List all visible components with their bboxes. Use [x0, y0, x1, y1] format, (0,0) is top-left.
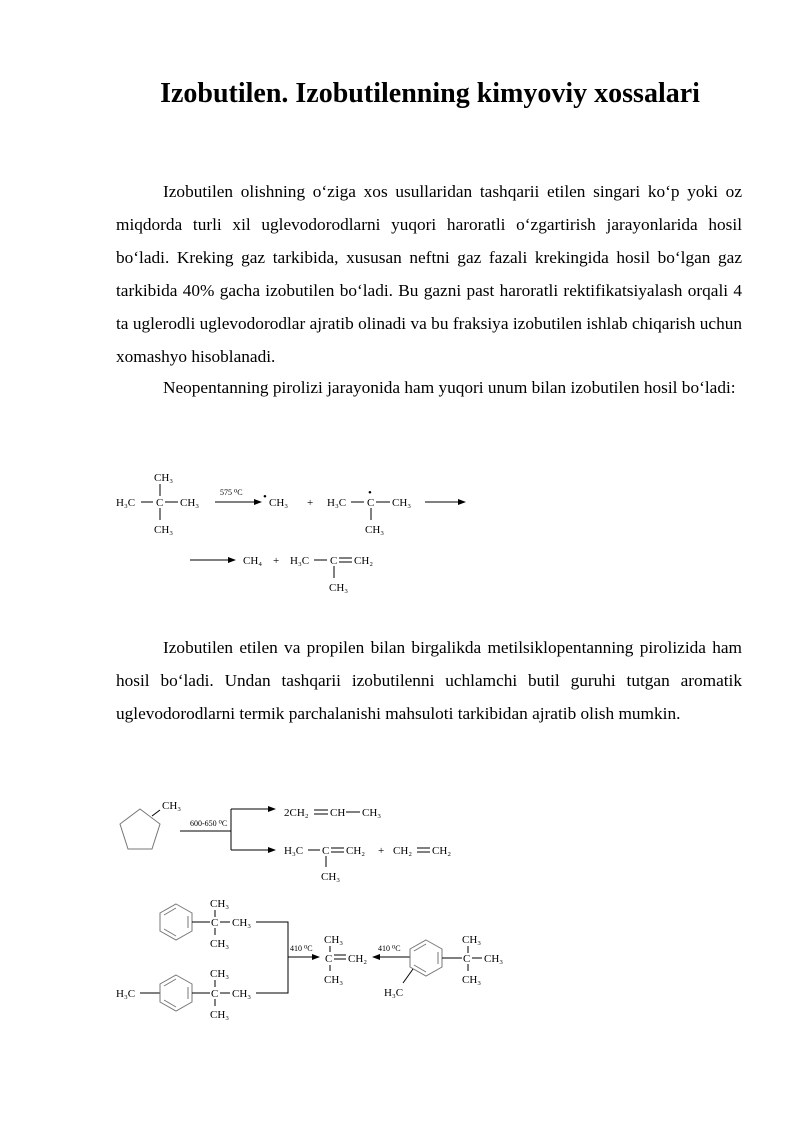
plus-sign: +: [307, 497, 314, 509]
formula-label: CH₃: [154, 472, 174, 484]
paragraph-neopentane-pyrolysis: Neopentanning pirolizi jarayonida ham yuqori unum bilan izobutilen hosil bo‘ladi:: [163, 378, 736, 397]
radical-dot: •: [368, 487, 372, 499]
formula-label: CH₃: [484, 953, 504, 965]
reaction-bracket: [256, 922, 288, 993]
formula-label: C: [156, 497, 164, 509]
reaction-arrow-head: [268, 806, 276, 812]
formula-label: CH₃: [362, 807, 382, 819]
benzene-ring: [160, 975, 192, 1011]
paragraph-production-methods: Izobutilen olishning o‘ziga xos usullaridan tashqarii etilen singari ko‘p yoki oz miqdorda turli xil uglevodorodlarni yuqori haroratli o‘zgartirish jarayonlarida hosil bo‘ladi. Kreking gaz tarkibida, xususan neftni gaz fazali krekingida hosil bo‘lgan gaz tarkibida 40% gacha izobutilen bo‘ladi. Bu gazni past haroratli rektifikatsiyalash orqali 4 ta uglerodli uglevodorodlar ajratib olinadi va bu fraksiya izobutilen ishlab chiqarish uchun xomashyo hisoblanadi.: [116, 182, 742, 366]
formula-label: CH₃: [269, 497, 289, 509]
formula-label: CH₂: [346, 845, 366, 857]
formula-label: CH₃: [232, 917, 252, 929]
reaction-arrow-head: [458, 499, 466, 505]
formula-label: CH₃: [392, 497, 412, 509]
formula-label: H₃C: [116, 497, 136, 509]
formula-label: CH: [330, 807, 346, 819]
plus-sign: +: [378, 845, 385, 857]
formula-label: CH₃: [210, 938, 230, 950]
formula-label: CH₃: [210, 898, 230, 910]
formula-label: CH₃: [324, 934, 344, 946]
reaction-arrow-head: [312, 954, 320, 960]
benzene-ring: [160, 904, 192, 940]
formula-label: CH₃: [210, 968, 230, 980]
formula-label: CH₂: [348, 953, 368, 965]
reaction-condition: 410 ⁰C: [378, 944, 401, 953]
formula-label: C: [325, 953, 333, 965]
formula-label: H₃C: [116, 988, 136, 1000]
plus-sign: +: [273, 555, 280, 567]
formula-label: H₃C: [284, 845, 304, 857]
neopentane-pyrolysis-scheme: [0, 460, 800, 600]
reaction-condition: 410 ⁰C: [290, 944, 313, 953]
formula-label: H₃C: [327, 497, 347, 509]
formula-label: C: [211, 988, 219, 1000]
formula-label: CH₃: [162, 800, 182, 812]
formula-label: CH₂: [432, 845, 452, 857]
formula-label: CH₂: [354, 555, 374, 567]
methylcyclopentane-pyrolysis-scheme: [0, 795, 800, 895]
tert-butylbenzene-cracking-scheme: [0, 895, 800, 1030]
formula-label: CH₃: [210, 1009, 230, 1021]
formula-label: H₃C: [384, 987, 404, 999]
formula-label: CH₃: [180, 497, 200, 509]
formula-label: CH₃: [154, 524, 174, 536]
formula-label: H₃C: [290, 555, 310, 567]
formula-label: CH₃: [329, 582, 349, 594]
formula-label: CH₄: [243, 555, 263, 567]
formula-label: CH₃: [462, 974, 482, 986]
page-title: Izobutilen. Izobutilenning kimyoviy xossalari: [160, 78, 700, 109]
formula-label: 2CH₂: [284, 807, 309, 819]
formula-label: C: [463, 953, 471, 965]
benzene-ring: [410, 940, 442, 976]
paragraph-methylcyclopentane: Izobutilen etilen va propilen bilan birgalikda metilsiklopentanning pirolizida ham hosil bo‘ladi. Undan tashqarii izobutilenni uchlamchi butil guruhi tutgan aromatik uglevodorodlarni termik parchalanishi mahsuloti tarkibidan ajratib olish mumkin.: [116, 638, 742, 723]
formula-label: CH₃: [462, 934, 482, 946]
formula-label: C: [211, 917, 219, 929]
reaction-arrow-head: [254, 499, 262, 505]
reaction-arrow-head: [268, 847, 276, 853]
formula-label: CH₃: [365, 524, 385, 536]
formula-label: CH₃: [321, 871, 341, 883]
radical-dot: •: [263, 491, 267, 503]
formula-label: C: [330, 555, 338, 567]
reaction-condition: 575 ⁰C: [220, 488, 243, 497]
reaction-arrow-head: [228, 557, 236, 563]
formula-label: CH₂: [393, 845, 413, 857]
reaction-arrow-head: [372, 954, 380, 960]
formula-label: C: [322, 845, 330, 857]
formula-label: CH₃: [324, 974, 344, 986]
reaction-condition: 600-650 ⁰C: [190, 819, 228, 828]
formula-label: CH₃: [232, 988, 252, 1000]
formula-label: C: [367, 497, 375, 509]
